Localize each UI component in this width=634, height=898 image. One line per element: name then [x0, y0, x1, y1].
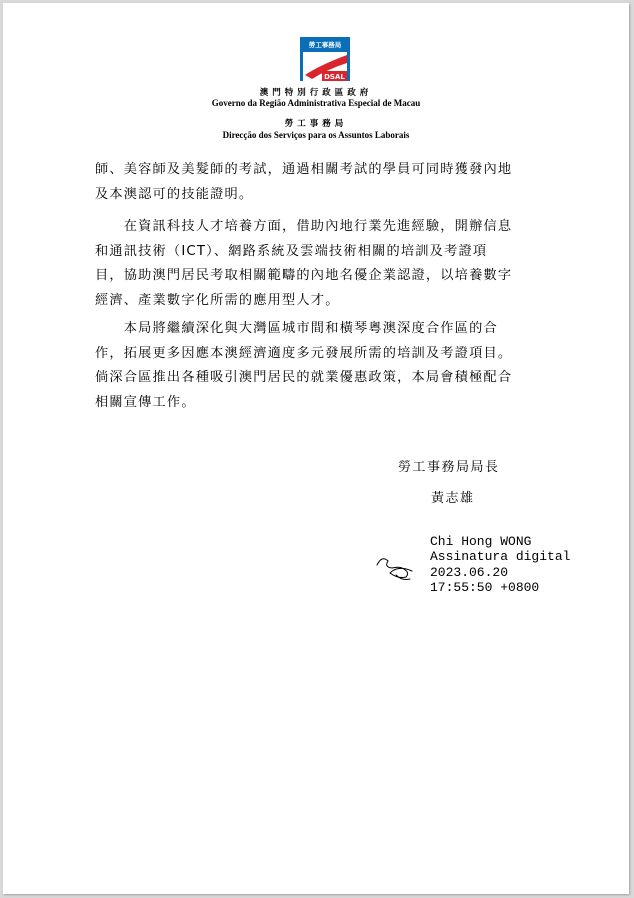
paragraph-line: 師、美容師及美髮師的考試，通過相關考試的學員可同時獲發內地: [95, 162, 513, 177]
digital-label: Assinatura digital: [430, 549, 571, 565]
logo-text-zh: 勞工事務局: [308, 41, 342, 49]
dept-name-pt: Direcção dos Serviços para os Assuntos Laborais: [222, 130, 410, 140]
digital-signer: Chi Hong WONG: [430, 534, 532, 549]
body-paragraph: [95, 215, 583, 313]
handwritten-signature: [374, 551, 416, 583]
body-paragraph: [95, 317, 583, 415]
dept-name-zh: 勞工事務局: [284, 119, 348, 129]
paragraph-line: 相關宣傳工作。: [95, 394, 196, 410]
signatory-name: 黃志雄: [431, 491, 475, 506]
paragraph-line: 經濟、產業數字化所需的應用型人才。: [95, 292, 340, 308]
paragraph-line: 目，協助澳門居民考取相關範疇的內地名優企業認證，以培養數字: [95, 268, 513, 283]
signature-stroke: [377, 559, 412, 580]
paragraph-line: 和通訊技術（ICT）、網路系統及雲端技術相關的培訓及考證項: [95, 243, 488, 259]
paragraph-line: 作，拓展更多因應本澳經濟適度多元發展所需的培訓及考證項目。: [95, 345, 513, 361]
dsal-logo: [300, 37, 350, 81]
document-page: [3, 3, 629, 894]
signatory-title: 勞工事務局局長: [398, 460, 500, 475]
digital-signature: [430, 534, 570, 595]
gov-name-pt: Governo da Região Administrativa Especial de Macau: [211, 98, 421, 108]
gov-name-zh: 澳門特別行政區政府: [259, 88, 373, 98]
logo-abbr: DSAL: [324, 73, 345, 81]
paragraph-line: 及本澳認可的技能證明。: [95, 186, 254, 202]
digital-time: 17:55:50 +0800: [430, 579, 540, 595]
paragraph-line: 倘深合區推出各種吸引澳門居民的就業優惠政策，本局會積極配合: [95, 370, 513, 385]
paragraph-line: 本局將繼續深化與大灣區城市間和橫琴粵澳深度合作區的合: [95, 321, 498, 336]
paragraph-line: 在資訊科技人才培養方面，借助內地行業先進經驗，開辦信息: [95, 219, 513, 234]
digital-date: 2023.06.20: [430, 564, 509, 580]
body-paragraph: [95, 158, 583, 207]
